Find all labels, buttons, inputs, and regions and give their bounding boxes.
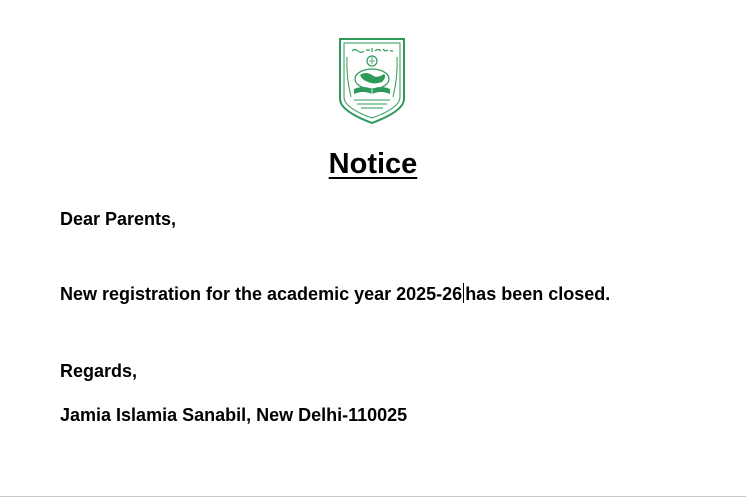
notice-body-text-end: has been closed. <box>465 284 611 304</box>
notice-title <box>0 146 746 182</box>
page-bottom-divider <box>0 496 746 497</box>
notice-title-text: Notice <box>328 148 418 180</box>
closing-line: Regards, <box>60 361 138 381</box>
notice-body-text: New registration for the academic year 2025-26 <box>60 284 463 304</box>
signature-line: Jamia Islamia Sanabil, New Delhi-110025 <box>60 405 408 425</box>
institution-logo <box>338 37 406 125</box>
greeting-line: Dear Parents, <box>60 209 177 229</box>
notice-body <box>60 283 610 305</box>
